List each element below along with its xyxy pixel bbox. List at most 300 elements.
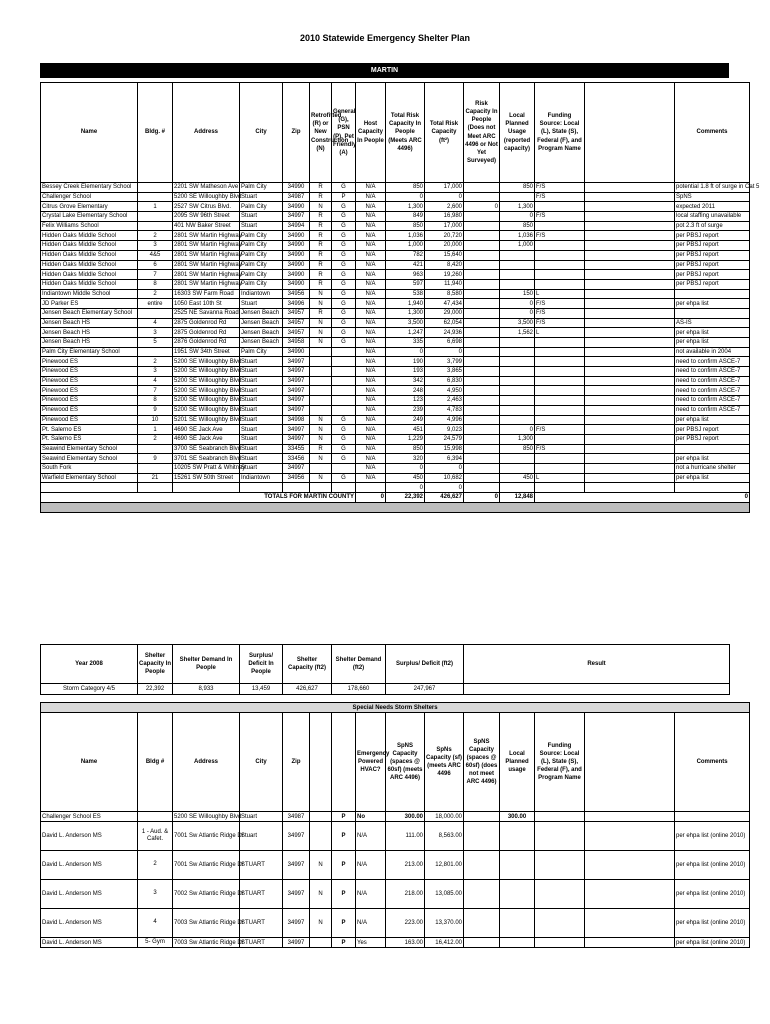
cell-city: Palm City xyxy=(240,250,283,260)
special-cell-city: Stuart xyxy=(240,822,283,851)
cell-host: N/A xyxy=(356,434,386,444)
cell-city: Stuart xyxy=(240,376,283,386)
cell-retrofit xyxy=(310,463,332,473)
cell-name: Seawind Elementary School xyxy=(41,444,138,454)
special-cell-usage xyxy=(500,880,535,909)
cell-risk-unsurveyed xyxy=(464,444,500,454)
totals-people: 22,392 xyxy=(386,493,425,503)
cell-address: 5201 SE Willoughby Blvd xyxy=(174,416,242,423)
special-cell-spacer xyxy=(585,851,675,880)
cell-risk-ft2: 6,394 xyxy=(425,454,464,464)
cell-bldg: 1 xyxy=(138,425,173,435)
cell-risk-ft2: 3,865 xyxy=(425,367,464,377)
cell-risk-ft2: 0 xyxy=(425,463,464,473)
cell-retrofit xyxy=(310,357,332,367)
totals-unsurveyed: 0 xyxy=(464,493,500,503)
special-cell-comments: per ehpa list (online 2010) xyxy=(675,909,750,938)
cell-risk-people: 190 xyxy=(386,357,425,367)
cell-risk-ft2: 24,936 xyxy=(425,328,464,338)
cell-risk-ft2: 15,998 xyxy=(425,444,464,454)
special-cell-nm xyxy=(464,880,500,909)
cell-planned: 0 xyxy=(500,212,535,222)
special-header-7: Emergency Powered HVAC? xyxy=(356,713,386,812)
cell-zip: 34990 xyxy=(283,183,310,193)
cell-zip: 34957 xyxy=(283,308,310,318)
cell-host: N/A xyxy=(356,328,386,338)
cell-zip: 34997 xyxy=(283,386,310,396)
cell-retrofit: R xyxy=(310,444,332,454)
header-funding: Funding Source: Local (L), State (S), Federal (F), and Program Name xyxy=(535,83,585,183)
summary-header-5: Shelter Demand (ft2) xyxy=(332,645,386,684)
cell-planned xyxy=(500,250,535,260)
cell-comments: need to confirm ASCE-7 xyxy=(675,367,750,377)
cell-planned: 0 xyxy=(500,299,535,309)
special-cell-addr: 7002 Sw Atlantic Ridge Dr xyxy=(173,880,240,909)
cell-general: G xyxy=(332,444,356,454)
cell-bldg: 4&5 xyxy=(138,250,173,260)
cell-host: N/A xyxy=(356,463,386,473)
cell-zip: 34990 xyxy=(283,202,310,212)
cell-risk-unsurveyed xyxy=(464,318,500,328)
special-cell-comments: per ehpa list (online 2010) xyxy=(675,938,750,948)
special-cell-zip: 34997 xyxy=(283,880,310,909)
special-header-1: Bldg # xyxy=(138,713,173,812)
special-cell-city: STUART xyxy=(240,909,283,938)
special-cell-name: Challenger School ES xyxy=(41,812,138,822)
cell-risk-unsurveyed xyxy=(464,328,500,338)
cell-general: G xyxy=(332,338,356,348)
cell-risk-unsurveyed xyxy=(464,347,500,357)
cell-risk-unsurveyed xyxy=(464,192,500,202)
cell-bldg xyxy=(138,308,173,318)
summary-header-2: Shelter Demand In People xyxy=(173,645,240,684)
header-planned: Local Planned Usage (reported capacity) xyxy=(500,83,535,183)
cell-bldg xyxy=(138,192,173,202)
special-cell-p: P xyxy=(332,822,356,851)
cell-retrofit: R xyxy=(310,183,332,193)
special-cell-comments: per ehpa list (online 2010) xyxy=(675,822,750,851)
cell-risk-people: 850 xyxy=(386,183,425,193)
special-cell-fund xyxy=(535,880,585,909)
cell-retrofit: N xyxy=(310,202,332,212)
cell-risk-people: 0 xyxy=(386,483,425,493)
county-banner: MARTIN xyxy=(40,63,729,78)
cell-spacer xyxy=(585,386,675,396)
special-cell-rn xyxy=(310,812,332,822)
cell-risk-people: 450 xyxy=(386,473,425,483)
cell-spacer xyxy=(585,231,675,241)
cell-risk-ft2: 15,640 xyxy=(425,250,464,260)
cell-spacer xyxy=(585,260,675,270)
cell-funding xyxy=(535,396,585,406)
cell-general xyxy=(332,463,356,473)
cell-zip: 34957 xyxy=(283,328,310,338)
cell-host: N/A xyxy=(356,221,386,231)
cell-comments: per ehpa list xyxy=(675,454,750,464)
cell-spacer xyxy=(585,357,675,367)
cell-comments: AS-IS xyxy=(675,318,750,328)
cell-retrofit: N xyxy=(310,289,332,299)
cell-risk-unsurveyed xyxy=(464,463,500,473)
special-cell-rn: N xyxy=(310,909,332,938)
cell-planned xyxy=(500,396,535,406)
special-header-5 xyxy=(310,713,332,812)
cell-address: 2527 SW Citrus Blvd. xyxy=(173,202,240,212)
special-cell-p: P xyxy=(332,851,356,880)
header-host: Host Capacity In People xyxy=(356,83,386,183)
special-cell-usage: 300.00 xyxy=(500,812,535,822)
cell-address: 4690 SE Jack Ave xyxy=(173,434,240,444)
cell-risk-unsurveyed xyxy=(464,386,500,396)
cell-risk-ft2: 62,054 xyxy=(425,318,464,328)
table-row xyxy=(41,425,750,435)
cell-zip: 34996 xyxy=(283,299,310,309)
cell-zip: 34997 xyxy=(283,357,310,367)
special-cell-name: David L. Anderson MS xyxy=(41,880,138,909)
summary-header-7: Result xyxy=(464,645,730,684)
special-cell-cap: 223.00 xyxy=(386,909,425,938)
special-cell-bldg: 5- Gym xyxy=(138,938,173,948)
cell-spacer xyxy=(585,425,675,435)
cell-retrofit: N xyxy=(310,473,332,483)
cell-bldg: 2 xyxy=(138,434,173,444)
cell-comments: need to confirm ASCE-7 xyxy=(675,357,750,367)
cell-city: Palm City xyxy=(240,231,283,241)
special-header-row xyxy=(41,713,750,812)
cell-funding xyxy=(535,463,585,473)
cell-retrofit xyxy=(310,376,332,386)
cell-retrofit: N xyxy=(310,318,332,328)
table-row xyxy=(41,289,750,299)
cell-spacer xyxy=(585,338,675,348)
special-cell-sf: 16,412.00 xyxy=(425,938,464,948)
cell-planned xyxy=(500,405,535,415)
cell-spacer xyxy=(585,328,675,338)
cell-host: N/A xyxy=(356,386,386,396)
special-cell-bldg: 1 - Aud. & Cafet. xyxy=(138,822,173,851)
summary-row xyxy=(41,684,730,695)
cell-name: Pinewood ES xyxy=(41,396,138,406)
special-cell-addr: 5200 SE Willoughby Blvd xyxy=(174,813,242,820)
cell-planned: 1,562 xyxy=(500,328,535,338)
cell-retrofit: N xyxy=(310,328,332,338)
cell-spacer xyxy=(585,221,675,231)
special-cell-fund xyxy=(535,938,585,948)
cell-address: 1951 SW 34th Street xyxy=(173,347,240,357)
special-cell-hvac: No xyxy=(356,812,386,822)
cell-risk-people: 597 xyxy=(386,279,425,289)
cell-address: 2801 SW Martin Highway xyxy=(174,232,242,239)
special-cell-usage xyxy=(500,822,535,851)
cell-address: 2875 Goldenrod Rd xyxy=(173,328,240,338)
cell-risk-ft2: 19,260 xyxy=(425,270,464,280)
cell-city: Palm City xyxy=(240,279,283,289)
header-risk-unsurveyed: Risk Capacity In People (Does not Meet ARC 4496 or Not Yet Surveyed) xyxy=(464,83,500,183)
table-row xyxy=(41,221,750,231)
special-header-4: Zip xyxy=(283,713,310,812)
cell-name: Jensen Beach HS xyxy=(41,328,138,338)
cell-zip: 34998 xyxy=(283,415,310,425)
cell-host: N/A xyxy=(356,241,386,251)
cell-address: 401 NW Baker Street xyxy=(173,221,240,231)
cell-general: G xyxy=(332,425,356,435)
cell-host: N/A xyxy=(356,367,386,377)
cell-spacer xyxy=(585,415,675,425)
cell-bldg xyxy=(138,444,173,454)
cell-zip: 34997 xyxy=(283,376,310,386)
cell-comments: expected 2011 xyxy=(675,202,750,212)
cell-risk-people: 123 xyxy=(386,396,425,406)
cell-bldg: 10 xyxy=(138,415,173,425)
cell-host: N/A xyxy=(356,202,386,212)
special-header-12: Funding Source: Local (L), State (S), Federal (F), and Program Name xyxy=(535,713,585,812)
cell-funding xyxy=(535,260,585,270)
special-cell-spacer xyxy=(585,822,675,851)
cell-city: Stuart xyxy=(240,357,283,367)
cell-name: Challenger School xyxy=(41,192,138,202)
cell-name: Hidden Oaks Middle School xyxy=(41,279,138,289)
cell-risk-unsurveyed xyxy=(464,231,500,241)
cell-spacer xyxy=(585,483,675,493)
cell-general: G xyxy=(332,279,356,289)
cell-retrofit: N xyxy=(310,434,332,444)
cell-general xyxy=(332,367,356,377)
cell-comments xyxy=(675,444,750,454)
cell-zip: 34990 xyxy=(283,279,310,289)
cell-bldg xyxy=(138,463,173,473)
cell-general: G xyxy=(332,454,356,464)
table-row xyxy=(41,299,750,309)
special-cell-rn xyxy=(310,822,332,851)
cell-planned xyxy=(500,279,535,289)
special-cell-bldg: 4 xyxy=(138,909,173,938)
cell-comments xyxy=(675,483,750,493)
cell-name: Indiantown Middle School xyxy=(41,289,138,299)
special-cell-sf: 13,085.00 xyxy=(425,880,464,909)
special-header-13 xyxy=(585,713,675,812)
cell-address: 5200 SE Willoughby Blvd xyxy=(174,397,242,404)
cell-retrofit: R xyxy=(310,221,332,231)
special-cell-spacer xyxy=(585,938,675,948)
cell-city: Stuart xyxy=(240,434,283,444)
cell-risk-people: 0 xyxy=(386,463,425,473)
special-header-2: Address xyxy=(173,713,240,812)
cell-general: G xyxy=(332,308,356,318)
cell-general: G xyxy=(332,270,356,280)
cell-name: Crystal Lake Elementary School xyxy=(41,212,138,222)
summary-header-6: Surplus/ Deficit (ft2) xyxy=(386,645,464,684)
cell-zip: 34990 xyxy=(283,250,310,260)
totals-host: 0 xyxy=(356,493,386,503)
special-cell-name: David L. Anderson MS xyxy=(41,851,138,880)
cell-name: Hidden Oaks Middle School xyxy=(41,260,138,270)
cell-general: G xyxy=(332,415,356,425)
cell-city: Stuart xyxy=(240,299,283,309)
table-row xyxy=(41,396,750,406)
summary-table xyxy=(40,644,730,695)
summary-header-row xyxy=(41,645,730,684)
special-cell-addr: 7001 Sw Atlantic Ridge Dr xyxy=(173,851,240,880)
cell-general: G xyxy=(332,231,356,241)
shelter-table xyxy=(40,82,760,513)
cell-general: G xyxy=(332,202,356,212)
cell-comments: need to confirm ASCE-7 xyxy=(675,376,750,386)
table-row xyxy=(41,367,750,377)
cell-host: N/A xyxy=(356,299,386,309)
cell-risk-ft2: 6,830 xyxy=(425,376,464,386)
header-risk-people: Total Risk Capacity In People (Meets ARC 4496) xyxy=(386,83,425,183)
cell-bldg: 8 xyxy=(138,396,173,406)
cell-funding: F/S xyxy=(535,308,585,318)
cell-address: 2801 SW Martin Highway xyxy=(174,271,242,278)
cell-name: Felix Williams School xyxy=(41,221,138,231)
table-row xyxy=(41,202,750,212)
cell-risk-people: 239 xyxy=(386,405,425,415)
cell-planned: 1,300 xyxy=(500,202,535,212)
cell-retrofit: N xyxy=(310,299,332,309)
cell-host xyxy=(356,483,386,493)
cell-risk-unsurveyed xyxy=(464,241,500,251)
cell-zip: 34997 xyxy=(283,434,310,444)
special-cell-zip: 34997 xyxy=(283,938,310,948)
special-title-row xyxy=(41,703,750,713)
table-row xyxy=(41,270,750,280)
cell-risk-ft2: 8,420 xyxy=(425,260,464,270)
cell-city: Stuart xyxy=(240,454,283,464)
cell-risk-ft2: 24,579 xyxy=(425,434,464,444)
cell-planned xyxy=(500,357,535,367)
cell-name: Pinewood ES xyxy=(41,376,138,386)
cell-planned: 0 xyxy=(500,425,535,435)
cell-spacer xyxy=(585,202,675,212)
cell-spacer xyxy=(585,192,675,202)
table-row xyxy=(41,473,750,483)
cell-host: N/A xyxy=(356,183,386,193)
table-row xyxy=(41,212,750,222)
cell-planned: 1,036 xyxy=(500,231,535,241)
special-header-11: Local Planned usage xyxy=(500,713,535,812)
cell-name: Hidden Oaks Middle School xyxy=(41,250,138,260)
special-header-3: City xyxy=(240,713,283,812)
cell-bldg: 3 xyxy=(138,367,173,377)
cell-general: G xyxy=(332,260,356,270)
cell-name: Pinewood ES xyxy=(41,367,138,377)
cell-risk-ft2: 9,023 xyxy=(425,425,464,435)
cell-funding: F/S xyxy=(535,299,585,309)
cell-host: N/A xyxy=(356,376,386,386)
cell-comments xyxy=(675,308,750,318)
cell-comments: per PBSJ report xyxy=(675,270,750,280)
cell-comments: per ehpa list xyxy=(675,299,750,309)
cell-city: Stuart xyxy=(240,444,283,454)
cell-comments: per PBSJ report xyxy=(675,279,750,289)
cell-bldg: 3 xyxy=(138,241,173,251)
special-cell-fund xyxy=(535,822,585,851)
cell-name: South Fork xyxy=(41,463,138,473)
table-row xyxy=(41,260,750,270)
header-name: Name xyxy=(41,83,138,183)
cell-name: Palm City Elementary School xyxy=(41,347,138,357)
special-cell-cap: 163.00 xyxy=(386,938,425,948)
special-cell-cap: 300.00 xyxy=(386,812,425,822)
cell-host: N/A xyxy=(356,444,386,454)
cell-host: N/A xyxy=(356,405,386,415)
cell-address: 3701 SE Seabranch Blvd xyxy=(174,455,242,462)
cell-host: N/A xyxy=(356,212,386,222)
cell-name: Jensen Beach Elementary School xyxy=(41,308,138,318)
summary-header-4: Shelter Capacity (ft2) xyxy=(283,645,332,684)
cell-host: N/A xyxy=(356,318,386,328)
cell-general xyxy=(332,396,356,406)
cell-bldg: 2 xyxy=(138,289,173,299)
table-row xyxy=(41,483,750,493)
cell-retrofit: R xyxy=(310,241,332,251)
cell-general: G xyxy=(332,473,356,483)
cell-general: G xyxy=(332,241,356,251)
cell-risk-unsurveyed xyxy=(464,279,500,289)
cell-funding xyxy=(535,250,585,260)
table-header-row xyxy=(41,83,750,183)
special-cell-city: Stuart xyxy=(240,812,283,822)
cell-bldg: 8 xyxy=(138,279,173,289)
cell-risk-unsurveyed xyxy=(464,483,500,493)
special-cell-nm xyxy=(464,812,500,822)
cell-city: Stuart xyxy=(240,221,283,231)
cell-retrofit xyxy=(310,347,332,357)
cell-city: Stuart xyxy=(240,386,283,396)
summary-cell-0: Storm Category 4/5 xyxy=(41,684,138,695)
table-row xyxy=(41,376,750,386)
special-cell-comments xyxy=(675,812,750,822)
cell-planned: 850 xyxy=(500,444,535,454)
cell-general: G xyxy=(332,221,356,231)
cell-spacer xyxy=(585,279,675,289)
cell-zip: 34958 xyxy=(283,338,310,348)
cell-bldg: 5 xyxy=(138,338,173,348)
cell-risk-ft2: 20,000 xyxy=(425,241,464,251)
cell-retrofit: R xyxy=(310,250,332,260)
cell-comments: per PBSJ report xyxy=(675,250,750,260)
cell-zip: 34997 xyxy=(283,463,310,473)
cell-risk-ft2: 6,698 xyxy=(425,338,464,348)
cell-city: Jensen Beach xyxy=(240,318,283,328)
cell-general xyxy=(332,405,356,415)
cell-city: Palm City xyxy=(240,183,283,193)
cell-spacer xyxy=(585,250,675,260)
cell-host: N/A xyxy=(356,260,386,270)
cell-zip: 34990 xyxy=(283,260,310,270)
cell-general: G xyxy=(332,318,356,328)
cell-spacer xyxy=(585,347,675,357)
cell-general xyxy=(332,376,356,386)
special-cell-usage xyxy=(500,909,535,938)
special-cell-sf: 12,801.00 xyxy=(425,851,464,880)
table-row xyxy=(41,241,750,251)
cell-funding xyxy=(535,454,585,464)
table-row xyxy=(41,454,750,464)
cell-comments: per ehpa list xyxy=(675,328,750,338)
cell-risk-people: 320 xyxy=(386,454,425,464)
header-address: Address xyxy=(173,83,240,183)
table-row xyxy=(41,183,750,193)
special-cell-addr: 7003 Sw Atlantic Ridge Dr xyxy=(173,909,240,938)
cell-risk-people: 850 xyxy=(386,444,425,454)
cell-planned: 850 xyxy=(500,183,535,193)
cell-city: Palm City xyxy=(240,202,283,212)
special-needs-title: Special Needs Storm Shelters xyxy=(41,703,750,713)
table-row xyxy=(41,192,750,202)
cell-name: Pinewood ES xyxy=(41,415,138,425)
